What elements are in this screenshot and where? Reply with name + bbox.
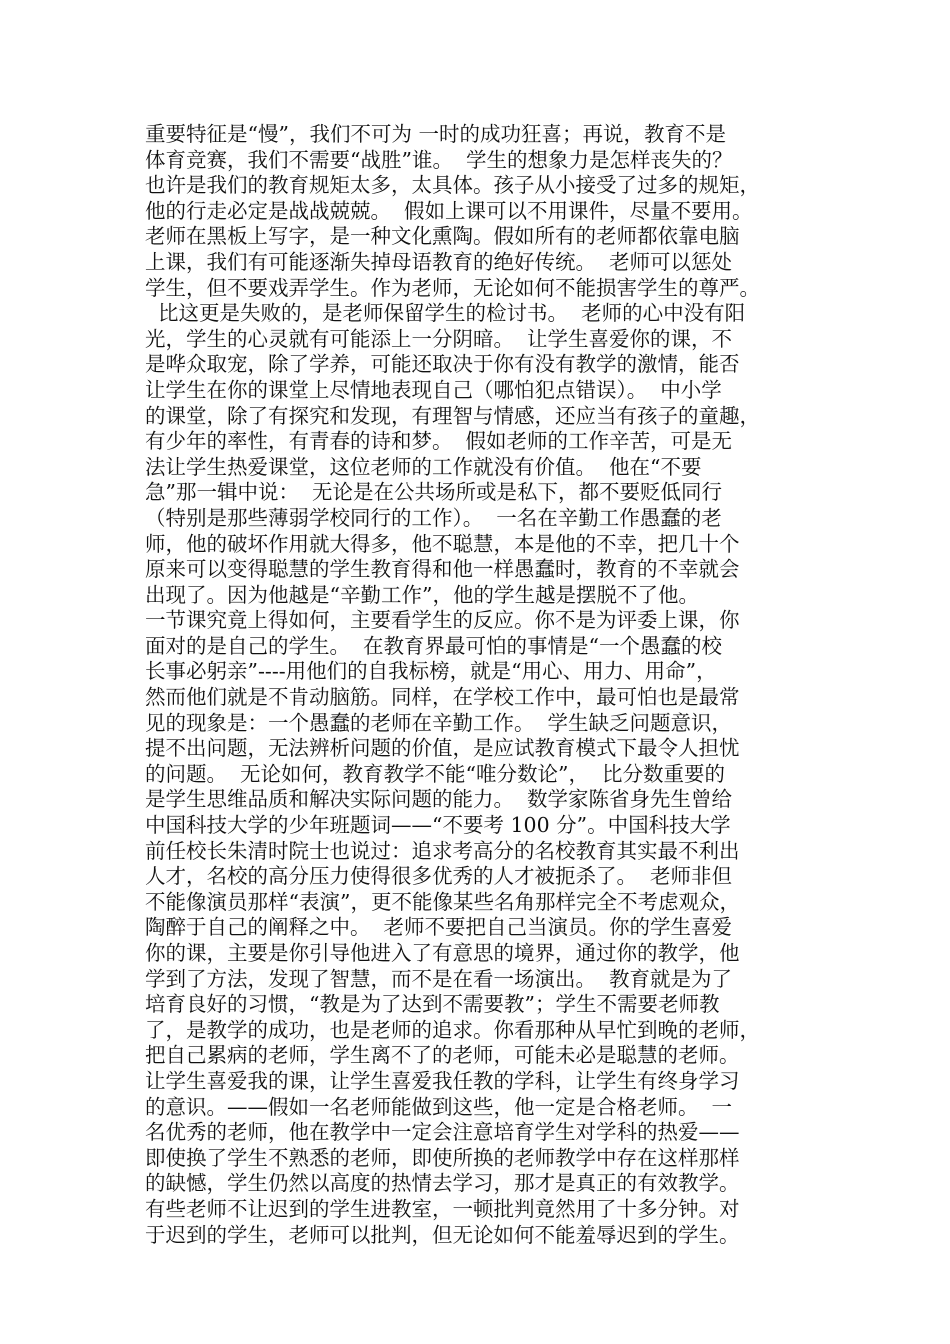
text-line: 学到了方法，发现了智慧，而不是在看一场演出。 教育就是为了 (145, 966, 733, 991)
text-line: 也许是我们的教育规矩太多，太具体。孩子从小接受了过多的规矩， (145, 173, 760, 198)
text-line: 重要特征是“慢”，我们不可为 一时的成功狂喜；再说，教育不是 (145, 122, 726, 146)
text-line: 面对的是自己的学生。 在教育界最可怕的事情是“一个愚蠢的校 (145, 633, 723, 658)
text-line: 人才，名校的高分压力使得很多优秀的人才被扼杀了。 老师非但 (145, 864, 733, 889)
text-line: 让学生喜爱我的课，让学生喜爱我任教的学科，让学生有终身学习 (145, 1068, 740, 1093)
text-line: 前任校长朱清时院士也说过：追求考高分的名校教育其实最不利出 (145, 838, 740, 863)
text-line: 学生，但不要戏弄学生。作为老师，无论如何不能损害学生的尊严。 (145, 275, 760, 300)
text-line: 法让学生热爱课堂，这位老师的工作就没有价值。 他在“不要 (145, 454, 702, 479)
text-line: 出现了。因为他越是“辛勤工作”，他的学生越是摆脱不了他。 (145, 582, 699, 607)
text-line: 即使换了学生不熟悉的老师，即使所换的老师教学中存在这样那样 (145, 1145, 740, 1170)
text-line: 是学生思维品质和解决实际问题的能力。 数学家陈省身先生曾给 (145, 787, 733, 812)
text-line: 了，是教学的成功，也是老师的追求。你看那种从早忙到晚的老师， (145, 1017, 760, 1042)
text-line: 把自己累病的老师，学生离不了的老师，可能未必是聪慧的老师。 (145, 1043, 740, 1068)
text-line: 中国科技大学的少年班题词——“不要考 100 分”。中国科技大学 (145, 813, 731, 838)
text-line: 于迟到的学生，老师可以批判，但无论如何不能羞辱迟到的学生。 (145, 1222, 740, 1247)
text-line: 培育良好的习惯，“教是为了达到不需要教”；学生不需要老师教 (145, 992, 720, 1017)
text-line: 然而他们就是不肯动脑筋。同样，在学校工作中，最可怕也是最常 (145, 685, 740, 710)
text-line: 你的课，主要是你引导他进入了有意思的境界，通过你的教学，他 (145, 941, 740, 965)
text-line: 是哗众取宠，除了学养，可能还取决于你有没有教学的激情，能否 (145, 352, 740, 377)
text-line: 提不出问题，无法辨析问题的价值，是应试教育模式下最令人担忧 (145, 736, 740, 761)
text-line: 光，学生的心灵就有可能添上一分阴暗。 让学生喜爱你的课，不 (145, 326, 733, 351)
text-line: 师，他的破坏作用就大得多，他不聪慧，本是他的不幸，把几十个 (145, 531, 740, 556)
text-line: 老师在黑板上写字，是一种文化熏陶。假如所有的老师都依靠电脑 (145, 224, 740, 249)
text-line: 他的行走必定是战战兢兢。 假如上课可以不用课件，尽量不要用。 (145, 198, 753, 223)
text-line: 的意识。——假如一名老师能做到这些，他一定是合格老师。 一 (145, 1094, 733, 1119)
text-line: 让学生在你的课堂上尽情地表现自己（哪怕犯点错误）。 中小学 (145, 377, 722, 402)
body-text (145, 122, 817, 1248)
text-line: 一节课究竟上得如何，主要看学生的反应。你不是为评委上课，你 (145, 608, 740, 633)
text-line: 体育竞赛，我们不需要“战胜”谁。 学生的想象力是怎样丧失的？ (145, 147, 733, 172)
text-line: 见的现象是：一个愚蠢的老师在辛勤工作。 学生缺乏问题意识， (145, 710, 733, 735)
text-line: 上课，我们有可能逐渐失掉母语教育的绝好传统。 老师可以惩处 (145, 249, 733, 274)
text-line: 比这更是失败的，是老师保留学生的检讨书。 老师的心中没有阳 (145, 301, 746, 326)
text-line: 有少年的率性，有青春的诗和梦。 假如老师的工作辛苦，可是无 (145, 429, 733, 454)
text-line: 陶醉于自己的阐释之中。 老师不要把自己当演员。你的学生喜爱 (145, 915, 733, 940)
text-line: 原来可以变得聪慧的学生教育得和他一样愚蠢时，教育的不幸就会 (145, 557, 740, 582)
text-line: 急”那一辑中说： 无论是在公共场所或是私下，都不要贬低同行 (145, 480, 723, 505)
text-line: 的缺憾，学生仍然以高度的热情去学习，那才是真正的有效教学。 (145, 1171, 740, 1196)
text-line: 长事必躬亲”----用他们的自我标榜，就是“用心、用力、用命”， (145, 659, 717, 684)
text-line: 的课堂，除了有探究和发现，有理智与情感，还应当有孩子的童趣， (145, 403, 760, 428)
text-line: 的问题。 无论如何，教育教学不能“唯分数论”， 比分数重要的 (145, 761, 726, 786)
text-line: （特别是那些薄弱学校同行的工作）。 一名在辛勤工作愚蠢的老 (145, 505, 722, 530)
text-line: 有些老师不让迟到的学生进教室，一顿批判竟然用了十多分钟。对 (145, 1196, 740, 1221)
text-line: 不能像演员那样“表演”，更不能像某些名角那样完全不考虑观众， (145, 889, 740, 914)
text-line: 名优秀的老师，他在教学中一定会注意培育学生对学科的热爱—— (145, 1120, 740, 1145)
